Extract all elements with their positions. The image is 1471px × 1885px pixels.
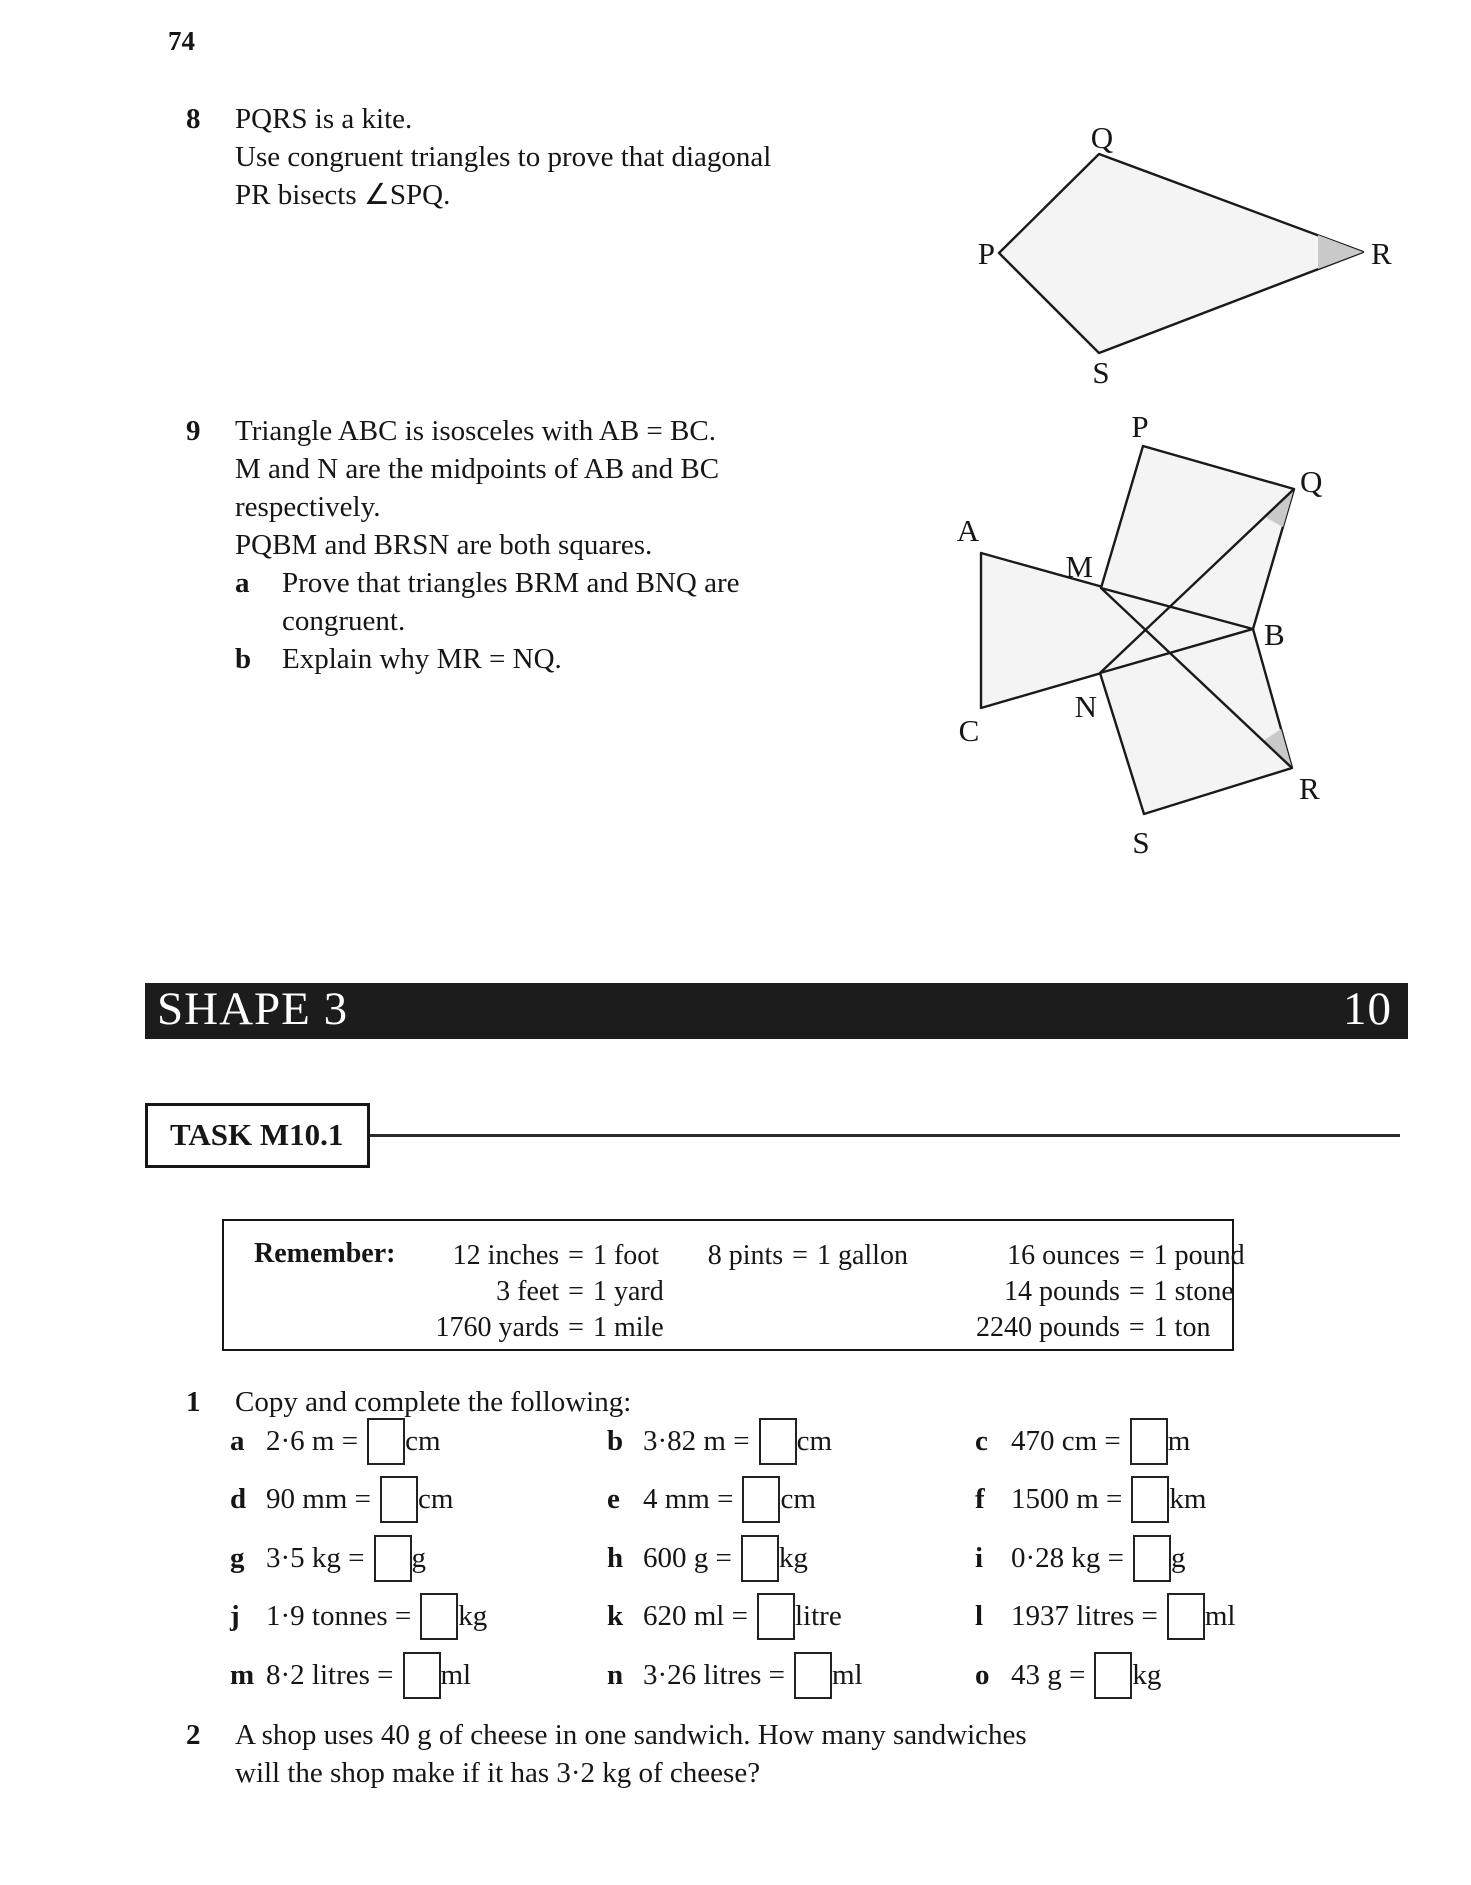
question-8-line: PR bisects ∠SPQ. <box>235 179 451 211</box>
item-unit: cm <box>780 1483 816 1516</box>
answer-box <box>374 1535 412 1582</box>
fact-lhs: 2240 pounds <box>975 1312 1120 1343</box>
item-expression: 3·26 litres = <box>643 1658 785 1691</box>
question-2-number: 2 <box>186 1719 201 1751</box>
answer-box <box>1094 1652 1132 1699</box>
answer-box <box>1167 1593 1205 1640</box>
kite-vertex-label-s: S <box>1092 355 1110 390</box>
fact-lhs: 16 ounces <box>1007 1240 1120 1271</box>
question-9-line: respectively. <box>235 491 381 523</box>
item-letter: h <box>607 1541 624 1574</box>
kite-vertex-label-r: R <box>1371 236 1392 271</box>
exercise-item-k <box>607 1588 975 1647</box>
item-expression: 1·9 tonnes = <box>266 1600 412 1633</box>
question-8-number: 8 <box>186 103 201 135</box>
exercise-item-e <box>607 1471 975 1530</box>
item-letter: e <box>607 1483 620 1516</box>
exercise-item-h <box>607 1529 975 1588</box>
question-9-line: PQBM and BRSN are both squares. <box>235 529 653 561</box>
item-letter: a <box>230 1424 245 1457</box>
exercise-item-m <box>230 1646 607 1705</box>
exercise-item-n <box>607 1646 975 1705</box>
item-letter: k <box>607 1600 624 1633</box>
item-expression: 1500 m = <box>1011 1483 1123 1516</box>
question-8 <box>186 100 771 214</box>
item-unit: ml <box>440 1658 472 1691</box>
part-line: congruent. <box>282 605 406 637</box>
kite-vertex-label-p: P <box>977 236 995 271</box>
item-unit: cm <box>417 1483 454 1516</box>
item-letter: d <box>230 1483 247 1516</box>
item-letter: n <box>607 1658 624 1691</box>
answer-box <box>759 1418 797 1465</box>
vertex-label-p: P <box>1131 409 1149 444</box>
exercise-item-i <box>975 1529 1440 1588</box>
kite-diagram <box>950 90 1430 390</box>
remember-column-mass <box>976 1238 1245 1349</box>
remember-label: Remember: <box>254 1238 396 1269</box>
question-9-number: 9 <box>186 415 201 447</box>
kite-angle-shading-r <box>1318 235 1363 269</box>
vertex-label-q: Q <box>1300 464 1323 499</box>
question-1-intro: Copy and complete the following: <box>235 1386 632 1418</box>
fact-equals: = <box>1128 1276 1145 1307</box>
item-expression: 3·82 m = <box>643 1424 750 1457</box>
exercise-item-d <box>230 1471 607 1530</box>
task-heading-row <box>145 1103 1400 1168</box>
fact-equals: = <box>568 1240 584 1271</box>
item-expression: 4 mm = <box>643 1483 734 1516</box>
item-expression: 0·28 kg = <box>1011 1541 1125 1574</box>
item-unit: kg <box>1132 1658 1162 1691</box>
question-9-line: M and N are the midpoints of AB and BC <box>235 453 720 485</box>
item-expression: 2·6 m = <box>266 1424 359 1457</box>
answer-box <box>403 1652 441 1699</box>
part-text <box>282 564 739 640</box>
item-expression: 90 mm = <box>266 1483 371 1516</box>
chapter-header-bar <box>145 983 1408 1039</box>
vertex-label-a: A <box>956 513 980 548</box>
vertex-label-m: M <box>1065 549 1093 584</box>
item-unit: ml <box>832 1658 863 1691</box>
item-unit: litre <box>794 1600 842 1633</box>
part-letter: b <box>235 643 252 675</box>
fact-equals: = <box>792 1240 808 1271</box>
exercise-item-g <box>230 1529 607 1588</box>
part-text <box>282 640 562 678</box>
remember-column-length <box>435 1238 663 1349</box>
item-letter: l <box>975 1600 984 1633</box>
item-expression: 1937 litres = <box>1011 1600 1158 1633</box>
vertex-label-r: R <box>1299 771 1320 806</box>
item-unit: kg <box>458 1600 488 1633</box>
question-8-line: Use congruent triangles to prove that diagonal <box>235 141 772 173</box>
exercise-item-a <box>230 1412 607 1471</box>
answer-box <box>420 1593 458 1640</box>
item-unit: cm <box>405 1424 441 1457</box>
fact-rhs: 1 foot <box>592 1240 660 1271</box>
fact-rhs: 1 gallon <box>816 1240 908 1271</box>
question-8-line: PQRS is a kite. <box>235 103 413 135</box>
fact-rhs: 1 mile <box>592 1312 664 1343</box>
fact-equals: = <box>568 1276 584 1307</box>
fact-rhs: 1 yard <box>592 1276 664 1307</box>
remember-box <box>222 1219 1245 1351</box>
item-unit: m <box>1167 1424 1191 1457</box>
remember-column-capacity <box>708 1238 908 1349</box>
squares-triangle-diagram <box>940 400 1410 865</box>
item-letter: j <box>230 1600 240 1633</box>
vertex-label-s: S <box>1132 825 1150 860</box>
fact-lhs: 12 inches <box>452 1240 560 1271</box>
vertex-label-c: C <box>958 713 980 748</box>
item-unit: g <box>1171 1541 1186 1574</box>
question-1-number: 1 <box>186 1386 201 1418</box>
exercise-item-c <box>975 1412 1440 1471</box>
fact-equals: = <box>1128 1240 1145 1271</box>
answer-box <box>794 1652 832 1699</box>
answer-box <box>1130 1418 1168 1465</box>
vertex-label-n: N <box>1074 689 1097 724</box>
item-unit: kg <box>778 1541 808 1574</box>
item-expression: 470 cm = <box>1011 1424 1121 1457</box>
question-9-part-a <box>235 564 739 640</box>
question-2-text <box>235 1716 1027 1792</box>
vertex-label-b: B <box>1264 617 1285 652</box>
exercise-item-b <box>607 1412 975 1471</box>
question-9-part-b <box>235 640 739 678</box>
item-letter: o <box>975 1658 990 1691</box>
task-label-box: TASK M10.1 <box>145 1103 370 1168</box>
item-expression: 600 g = <box>643 1541 732 1574</box>
answer-box <box>757 1593 795 1640</box>
item-expression: 8·2 litres = <box>266 1658 394 1691</box>
fact-rhs: 1 ton <box>1153 1312 1211 1343</box>
kite-vertex-label-q: Q <box>1090 120 1114 155</box>
item-letter: m <box>230 1658 255 1691</box>
item-expression: 43 g = <box>1011 1658 1086 1691</box>
fact-equals: = <box>568 1312 584 1343</box>
chapter-number: 10 <box>1343 983 1392 1035</box>
question-8-text <box>235 100 771 214</box>
exercise-item-f <box>975 1471 1440 1530</box>
chapter-title: SHAPE 3 <box>157 983 349 1035</box>
question-2 <box>186 1716 1027 1792</box>
item-unit: cm <box>796 1424 833 1457</box>
answer-box <box>1131 1476 1169 1523</box>
fact-equals: = <box>1128 1312 1145 1343</box>
fact-rhs: 1 stone <box>1153 1276 1234 1307</box>
task-rule-line <box>370 1134 1400 1137</box>
item-letter: c <box>975 1424 988 1457</box>
item-letter: g <box>230 1541 245 1574</box>
fact-lhs: 1760 yards <box>435 1312 560 1343</box>
question-9-text <box>235 412 739 678</box>
item-letter: b <box>607 1424 624 1457</box>
part-line: Explain why MR = NQ. <box>282 643 562 675</box>
fact-lhs: 14 pounds <box>1003 1276 1120 1307</box>
exercise-grid <box>230 1412 1440 1705</box>
answer-box <box>367 1418 405 1465</box>
fact-rhs: 1 pound <box>1153 1240 1245 1271</box>
part-letter: a <box>235 567 250 599</box>
exercise-item-j <box>230 1588 607 1647</box>
exercise-item-o <box>975 1646 1440 1705</box>
item-letter: f <box>975 1483 985 1516</box>
question-2-line: A shop uses 40 g of cheese in one sandwich. How many sandwiches <box>235 1719 1027 1751</box>
item-unit: km <box>1169 1483 1207 1516</box>
fact-lhs: 3 feet <box>496 1276 560 1307</box>
exercise-item-l <box>975 1588 1440 1647</box>
answer-box <box>380 1476 418 1523</box>
answer-box <box>742 1476 780 1523</box>
page-number: 74 <box>168 26 195 56</box>
answer-box <box>741 1535 779 1582</box>
item-unit: ml <box>1204 1600 1236 1633</box>
fact-lhs: 8 pints <box>707 1240 784 1271</box>
item-letter: i <box>975 1541 984 1574</box>
kite-outline <box>999 154 1363 353</box>
question-9-line: Triangle ABC is isosceles with AB = BC. <box>235 415 716 447</box>
item-expression: 3·5 kg = <box>266 1541 365 1574</box>
item-expression: 620 ml = <box>643 1600 748 1633</box>
answer-box <box>1133 1535 1171 1582</box>
item-unit: g <box>411 1541 427 1574</box>
question-2-line: will the shop make if it has 3·2 kg of cheese? <box>235 1757 761 1789</box>
question-9 <box>186 412 739 678</box>
part-line: Prove that triangles BRM and BNQ are <box>282 567 740 599</box>
